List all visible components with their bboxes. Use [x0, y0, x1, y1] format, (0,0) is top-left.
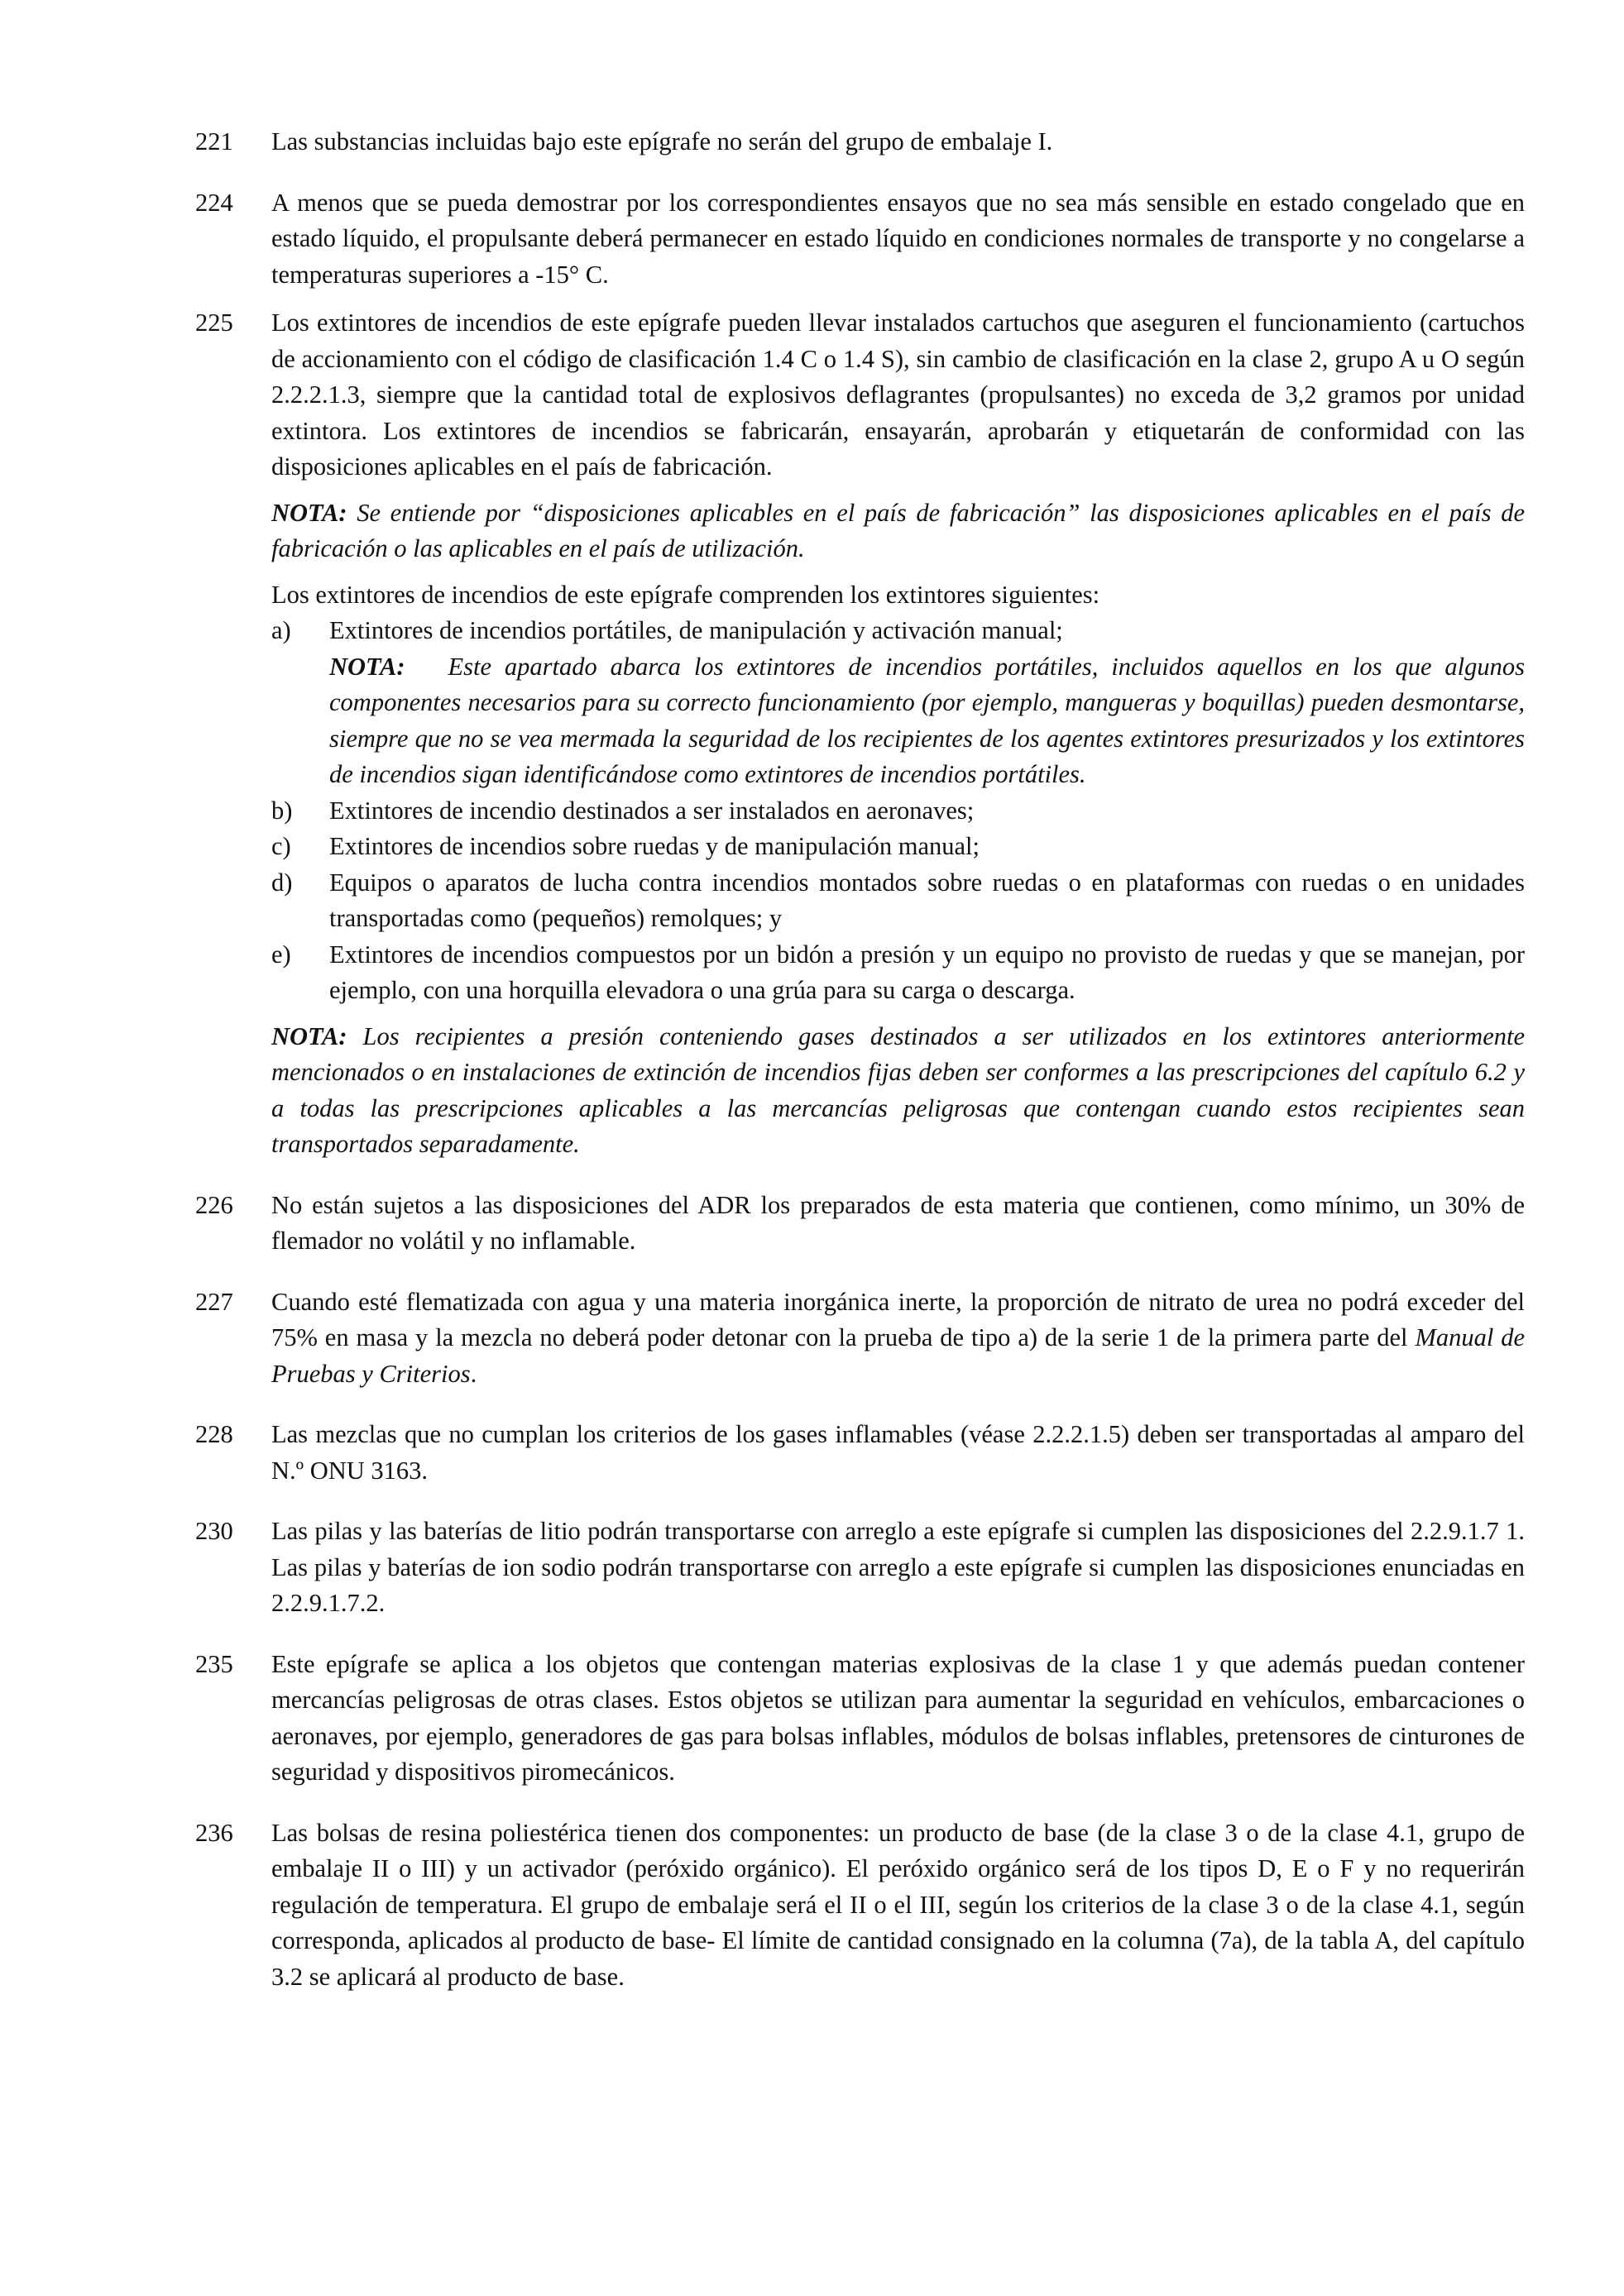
list-text: Extintores de incendios compuestos por un bidón a presión y un equipo no provisto de ruedas y que se manejan, por ejemplo, con una horquilla elevadora o una grúa para su carga o descarga. [329, 940, 1525, 1004]
provision-text: Las bolsas de resina poliestérica tienen dos componentes: un producto de base (de la clase 3 o de la clase 4.1, grupo de embalaje II o III) y un activador (peróxido orgánico). El peróxido orgánico será de los tipos D, E o F y no requerirán regulación de temperatura. El grupo de embalaje será el II o el III, según los criterios de la clase 3 o de la clase 4.1, según corresponda, aplicados al producto de base- El límite de cantidad consignado en la columna (7a), de la tabla A, del capítulo 3.2 se aplicará al producto de base. [271, 1818, 1525, 1991]
provision-body [271, 185, 1525, 294]
list-letter: a) [271, 616, 291, 644]
list-letter: d) [271, 868, 293, 897]
provision-number: 227 [195, 1287, 233, 1316]
provision-text: Este epígrafe se aplica a los objetos que contengan materias explosivas de la clase 1 y que además puedan contener mercancías peligrosas de otras clases. Estos objetos se utilizan para aumentar la seguridad en vehículos, embarcaciones o aeronaves, por ejemplo, generadores de gas para bolsas inflables, módulos de bolsas inflables, pretensores de cinturones de seguridad y dispositivos piromecánicos. [271, 1649, 1525, 1786]
note-label: NOTA: [271, 1021, 347, 1050]
provision-body [271, 124, 1525, 160]
list-body [329, 613, 1525, 793]
provision-text-part: Cuando esté flematizada con agua y una materia inorgánica inerte, la proporción de nitrato de urea no podrá exceder del 75% en masa y la mezcla no deberá poder detonar con la prueba de tipo a) de la serie 1 de la primera parte del [271, 1287, 1525, 1351]
provision-224 [195, 185, 1525, 294]
list-item [271, 829, 1525, 865]
provision-number: 235 [195, 1649, 233, 1678]
provision-230 [195, 1514, 1525, 1622]
list-item [271, 793, 1525, 830]
list-text: Equipos o aparatos de lucha contra incendios montados sobre ruedas o en plataformas con ruedas o en unidades transportadas como (pequeños) remolques; y [329, 868, 1525, 932]
provision-228 [195, 1417, 1525, 1489]
list-letter: c) [271, 832, 291, 860]
provision-body [271, 1647, 1525, 1791]
provision-body [271, 1188, 1525, 1260]
note-text: Este apartado abarca los extintores de incendios portátiles, incluidos aquellos en los que algunos componentes necesarios para su correcto funcionamiento (por ejemplo, mangueras y boquillas) pueden desmontarse, siempre que no se vea mermada la seguridad de los recipientes de los agentes extintores presurizados y los extintores de incendios sigan identificándose como extintores de incendios portátiles. [329, 652, 1525, 788]
publication-title: Manual de Pruebas y Criterios [271, 1323, 1525, 1388]
list-letter: b) [271, 796, 293, 825]
provision-225 [195, 305, 1525, 1163]
document-page [195, 124, 1525, 1995]
provision-235 [195, 1647, 1525, 1791]
list-intro: Los extintores de incendios de este epígrafe comprenden los extintores siguientes: [271, 580, 1100, 609]
provision-body [271, 1815, 1525, 1996]
provision-body [271, 305, 1525, 1163]
list-item [271, 937, 1525, 1009]
list-item [271, 865, 1525, 937]
provision-text: Los extintores de incendios de este epígrafe pueden llevar instalados cartuchos que aseguren el funcionamiento (cartuchos de accionamiento con el código de clasificación 1.4 C o 1.4 S), sin cambio de clasificación en la clase 2, grupo A u O según 2.2.2.1.3, siempre que la cantidad total de explosivos deflagrantes (propulsantes) no exceda de 3,2 gramos por unidad extintora. Los extintores de incendios se fabricarán, ensayarán, aprobarán y etiquetarán de conformidad con las disposiciones aplicables en el país de fabricación. [271, 309, 1525, 481]
provision-body [271, 1284, 1525, 1393]
note-label: NOTA: [329, 652, 405, 681]
note [271, 1019, 1525, 1163]
provision-236 [195, 1815, 1525, 1996]
list-item [271, 613, 1525, 793]
provision-number: 221 [195, 127, 233, 155]
list-text: Extintores de incendios sobre ruedas y de manipulación manual; [329, 832, 980, 860]
provision-text: Las mezclas que no cumplan los criterios de los gases inflamables (véase 2.2.2.1.5) deben ser transportadas al amparo del N.º ONU 3163. [271, 1420, 1525, 1485]
provision-body [271, 1514, 1525, 1622]
note-text: Los recipientes a presión conteniendo gases destinados a ser utilizados en los extintores anteriormente mencionados o en instalaciones de extinción de incendios fijas deben ser conformes a las prescripciones del capítulo 6.2 y a todas las prescripciones aplicables a las mercancías peligrosas que contengan cuando estos recipientes sean transportados separadamente. [271, 1021, 1526, 1158]
provision-221 [195, 124, 1525, 160]
provision-number: 225 [195, 309, 233, 337]
list-letter: e) [271, 940, 291, 969]
sub-note [329, 649, 1525, 793]
provision-text: No están sujetos a las disposiciones del ADR los preparados de esta materia que contienen, como mínimo, un 30% de flemador no volátil y no inflamable. [271, 1190, 1525, 1255]
provision-text [271, 1284, 1525, 1393]
provision-number: 224 [195, 188, 233, 217]
list-text: Extintores de incendios portátiles, de manipulación y activación manual; [329, 616, 1063, 644]
provision-text: Las substancias incluidas bajo este epígrafe no serán del grupo de embalaje I. [271, 127, 1053, 155]
provision-body [271, 1417, 1525, 1489]
note-text: Se entiende por “disposiciones aplicables en el país de fabricación” las disposiciones aplicables en el país de fabricación o las aplicables en el país de utilización. [271, 498, 1525, 562]
note-label: NOTA: [271, 498, 347, 527]
provision-number: 236 [195, 1818, 233, 1847]
provision-text: A menos que se pueda demostrar por los correspondientes ensayos que no sea más sensible en estado congelado que en estado líquido, el propulsante deberá permanecer en estado líquido en condiciones normales de transporte y no congelarse a temperaturas superiores a -15° C. [271, 188, 1525, 289]
provision-number: 228 [195, 1420, 233, 1448]
provision-number: 226 [195, 1190, 233, 1219]
provision-number: 230 [195, 1517, 233, 1545]
list-text: Extintores de incendio destinados a ser instalados en aeronaves; [329, 796, 975, 825]
note [271, 495, 1525, 567]
provision-226 [195, 1188, 1525, 1260]
provision-text-part: . [470, 1359, 477, 1388]
provision-227 [195, 1284, 1525, 1393]
provision-text: Las pilas y las baterías de litio podrán transportarse con arreglo a este epígrafe si cumplen las disposiciones del 2.2.9.1.7 1. Las pilas y baterías de ion sodio podrán transportarse con arreglo a este epígrafe si cumplen las disposiciones enunciadas en 2.2.9.1.7.2. [271, 1517, 1525, 1617]
